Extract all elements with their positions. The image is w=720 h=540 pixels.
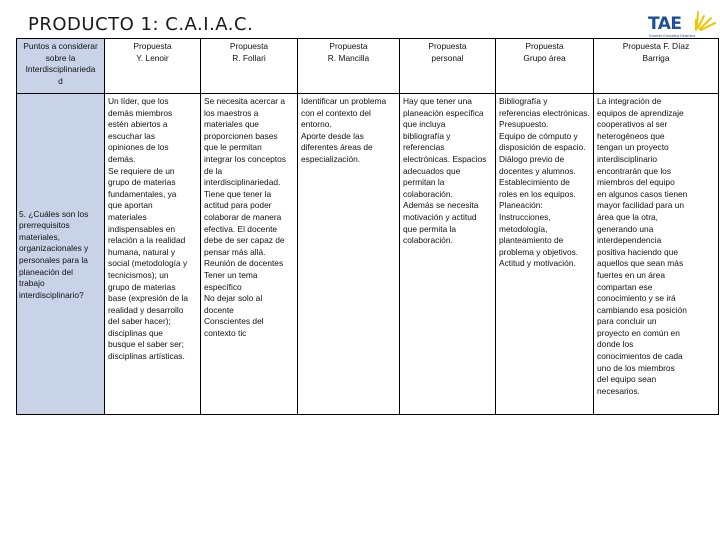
- header-points: Puntos a considerar sobre la Interdisciplinarieda d: [17, 39, 105, 94]
- header-diaz-barriga: Propuesta F. Díaz Barriga: [594, 39, 719, 94]
- comparison-table: [16, 38, 719, 415]
- table-row: [17, 94, 719, 415]
- cell-diaz-barriga: La integración de equipos de aprendizaje cooperativos al ser heterogéneos que tengan un proyecto interdisciplinario encontrarán que los miembros del equipo en algunos casos tienen mayor facilidad para un área que la otra, generando una interdependencia positiva haciendo que aquellos que sean más fuertes en un área compartan ese conocimiento y se irá cambiando esa posición para concluir un proyecto en común en donde los conocimientos de cada uno de los miembros del equipo sean necesarios.: [594, 94, 719, 415]
- cell-lenoir: Un líder, que los demás miembros estén abiertos a escuchar las opiniones de los demás. Se requiere de un grupo de materias fundamentales, ya que aportan materiales indispensables en relación a la realidad humana, natural y social (metodología y tecnicismos); un grupo de materias base (expresión de la realidad y desarrollo del saber hacer); disciplinas que busque el saber ser; disciplinas artísticas.: [105, 94, 201, 415]
- sun-icon: [692, 8, 718, 32]
- cell-follari: Se necesita acercar a los maestros a materiales que proporcionen bases que le permitan integrar los conceptos de la interdisciplinariedad. Tiene que tener la actitud para poder colaborar de manera efectiva. El docente debe de ser capaz de pensar más allá. Reunión de docentes Tener un tema específico No dejar solo al docente Conscientes del contexto tic: [201, 94, 298, 415]
- logo-subtitle: Docente Educativa Dinámica: [649, 34, 696, 38]
- header-lenoir: Propuesta Y. Lenoir: [105, 39, 201, 94]
- page-title: PRODUCTO 1: C.A.I.A.C.: [28, 14, 254, 35]
- header-grupo-area: Propuesta Grupo área: [496, 39, 594, 94]
- header-row: [17, 39, 719, 94]
- logo-text: TAE: [648, 14, 682, 34]
- header-personal: Propuesta personal: [400, 39, 496, 94]
- header-mancilla: Propuesta R. Mancilla: [298, 39, 400, 94]
- cell-personal: Hay que tener una planeación específica que incluya bibliografía y referencias electrónicas. Espacios adecuados que permitan la colaboración. Además se necesita motivación y actitud que permita la colaboración.: [400, 94, 496, 415]
- row-label: 5. ¿Cuáles son los prerrequisitos materiales, organizacionales y personales para la planeación del trabajo interdisciplinario?: [17, 94, 105, 415]
- cell-mancilla: Identificar un problema con el contexto del entorno. Aporte desde las diferentes áreas de especialización.: [298, 94, 400, 415]
- cell-grupo-area: Bibliografía y referencias electrónicas. Presupuesto. Equipo de cómputo y disposición de espacio. Diálogo previo de docentes y alumnos. Establecimiento de roles en los equipos. Planeación: Instrucciones, metodología, planteamiento de problema y objetivos. Actitud y motivación.: [496, 94, 594, 415]
- header-follari: Propuesta R. Follari: [201, 39, 298, 94]
